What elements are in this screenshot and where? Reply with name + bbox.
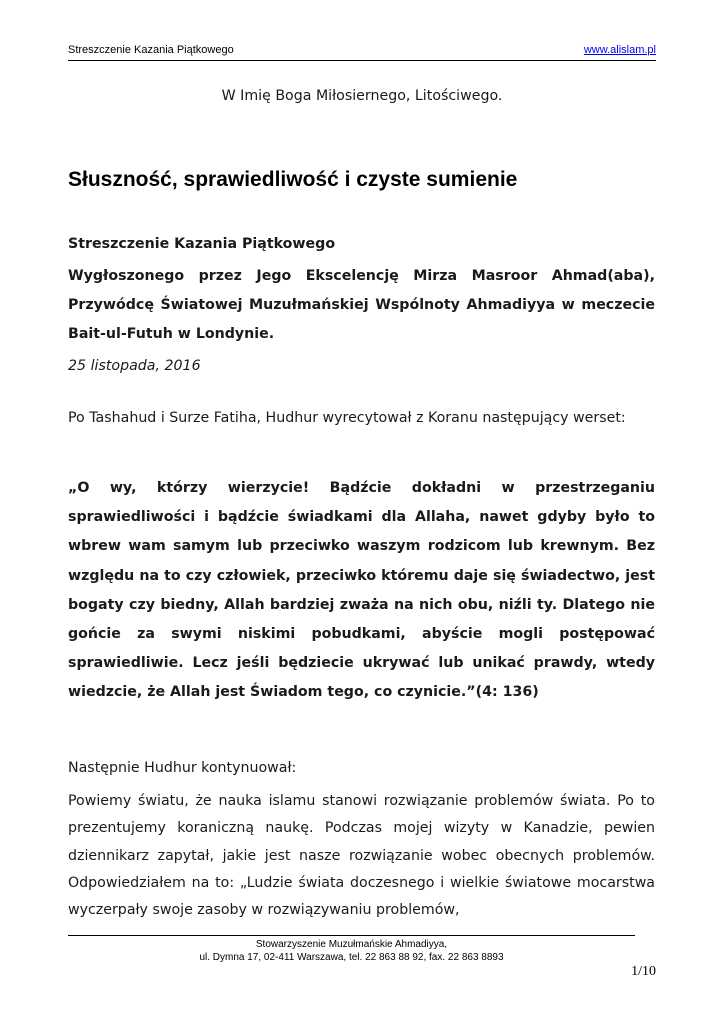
sermon-date: 25 listopada, 2016: [68, 358, 201, 374]
page-number: 1/10: [631, 964, 656, 979]
header-website-link[interactable]: www.alislam.pl: [583, 44, 656, 56]
page-footer: [68, 938, 635, 964]
quran-verse: „O wy, którzy wierzycie! Bądźcie dokładni w przestrzeganiu sprawiedliwości i bądźcie świadkami dla Allaha, nawet gdyby było to wbrew wam samym lub przeciwko waszym rodzicom lub krewnym. Bez względu na to czy człowiek, przeciwko któremu daje się świadectwo, jest bogaty czy biedny, Allah bardziej zważa na nich obu, niźli ty. Dlatego nie gońcie za swymi niskimi pobudkami, abyście mogli postępować sprawiedliwie. Lecz jeśli będziecie ukrywać lub unikać prawdy, wtedy wiedzcie, że Allah jest Świadom tego, co czynicie.”(4: 136): [68, 480, 655, 701]
continuation-line: Następnie Hudhur kontynuował:: [68, 760, 297, 776]
invocation: W Imię Boga Miłosiernego, Litościwego.: [221, 88, 503, 104]
page-header: [68, 42, 656, 60]
header-divider: [68, 60, 656, 61]
footer-divider: [68, 935, 635, 936]
footer-organization: Stowarzyszenie Muzułmańskie Ahmadiyya,: [255, 939, 448, 950]
header-title: Streszczenie Kazania Piątkowego: [68, 44, 234, 56]
speaker-info: Wygłoszonego przez Jego Ekscelencję Mirza Masroor Ahmad(aba), Przywódcę Światowej Muzułmańskiej Wspólnoty Ahmadiyya w meczecie Bait-ul-Futuh w Londynie.: [68, 268, 655, 342]
document-subtitle: Streszczenie Kazania Piątkowego: [68, 236, 336, 252]
intro-paragraph: Po Tashahud i Surze Fatiha, Hudhur wyrecytował z Koranu następujący werset:: [68, 410, 626, 426]
body-paragraph: Powiemy światu, że nauka islamu stanowi rozwiązanie problemów świata. Po to prezentujemy koraniczną naukę. Podczas mojej wizyty w Kanadzie, pewien dziennikarz zapytał, jakie jest nasze rozwiązanie wobec obecnych problemów. Odpowiedziałem na to: „Ludzie świata doczesnego i wielkie światowe mocarstwa wyczerpały swoje zasoby w rozwiązywaniu problemów,: [68, 793, 655, 919]
document-title: Słuszność, sprawiedliwość i czyste sumienie: [68, 168, 518, 191]
footer-address: ul. Dymna 17, 02-411 Warszawa, tel. 22 863 88 92, fax. 22 863 8893: [199, 952, 504, 963]
